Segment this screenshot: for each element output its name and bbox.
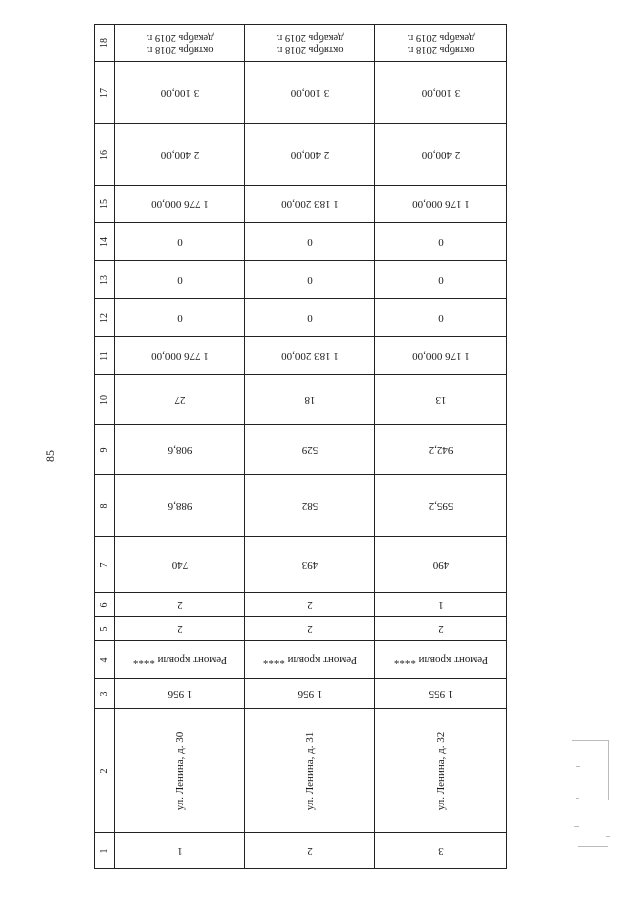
table-cell: 1 776 000,00: [115, 337, 245, 375]
table-row: [95, 25, 507, 62]
table-cell: 2: [375, 617, 507, 641]
table-row: [95, 299, 507, 337]
table-cell: 0: [375, 261, 507, 299]
table-cell: 0: [245, 299, 375, 337]
column-number-cell: 4: [95, 641, 115, 679]
table-row: [95, 124, 507, 186]
page-number: 85: [43, 450, 57, 462]
table-cell: 942,2: [375, 425, 507, 475]
table-cell: Ремонт кровли ****: [115, 641, 245, 679]
period-cell: октябрь 2018 г. декабрь 2019 г.: [375, 25, 507, 62]
column-number-cell: 18: [95, 25, 115, 62]
table-cell: 2 400,00: [245, 124, 375, 186]
table-cell: 2: [245, 617, 375, 641]
table-cell: 13: [375, 375, 507, 425]
table-row: [95, 425, 507, 475]
column-number-cell: 13: [95, 261, 115, 299]
table-cell: 2: [115, 593, 245, 617]
table-cell: 0: [245, 261, 375, 299]
table-cell: 2: [115, 617, 245, 641]
table-cell: 27: [115, 375, 245, 425]
column-number-cell: 10: [95, 375, 115, 425]
column-number-cell: 2: [95, 709, 115, 833]
table-cell: 1 956: [245, 679, 375, 709]
table-cell: 2 400,00: [375, 124, 507, 186]
table-cell: 490: [375, 537, 507, 593]
table-cell: 0: [115, 299, 245, 337]
table-cell: 0: [375, 299, 507, 337]
table-cell: 1 176 000,00: [375, 186, 507, 223]
column-number-cell: 16: [95, 124, 115, 186]
table-row: [95, 62, 507, 124]
table-row: [95, 709, 507, 833]
table-row: [95, 833, 507, 869]
table-cell: 0: [115, 223, 245, 261]
address-cell: ул. Ленина, д. 30: [115, 709, 245, 833]
table-cell: 1 183 200,00: [245, 186, 375, 223]
table-cell: Ремонт кровли ****: [245, 641, 375, 679]
table-row: [95, 593, 507, 617]
works-table: [94, 24, 507, 869]
table-cell: 1 183 200,00: [245, 337, 375, 375]
table-cell: 1: [115, 833, 245, 869]
table-row: [95, 375, 507, 425]
column-number-cell: 17: [95, 62, 115, 124]
column-number-cell: 3: [95, 679, 115, 709]
column-number-cell: 15: [95, 186, 115, 223]
column-number-cell: 5: [95, 617, 115, 641]
table-cell: 988,6: [115, 475, 245, 537]
table-row: [95, 186, 507, 223]
table-row: [95, 641, 507, 679]
table-cell: 3 100,00: [375, 62, 507, 124]
table-row: [95, 223, 507, 261]
table-cell: 582: [245, 475, 375, 537]
column-number-cell: 7: [95, 537, 115, 593]
address-cell: ул. Ленина, д. 32: [375, 709, 507, 833]
table-cell: 3: [375, 833, 507, 869]
table-cell: 908,6: [115, 425, 245, 475]
table-cell: 1: [375, 593, 507, 617]
table-row: [95, 475, 507, 537]
column-number-cell: 1: [95, 833, 115, 869]
table-cell: 2 400,00: [115, 124, 245, 186]
table-cell: 1 955: [375, 679, 507, 709]
table-row: [95, 617, 507, 641]
table-row: [95, 537, 507, 593]
table-cell: 0: [115, 261, 245, 299]
table-cell: 2: [245, 593, 375, 617]
column-number-cell: 11: [95, 337, 115, 375]
table-cell: 2: [245, 833, 375, 869]
column-number-cell: 6: [95, 593, 115, 617]
table-cell: 595,2: [375, 475, 507, 537]
table-cell: 1 956: [115, 679, 245, 709]
table-cell: 3 100,00: [115, 62, 245, 124]
column-number-cell: 9: [95, 425, 115, 475]
table-cell: 18: [245, 375, 375, 425]
table-cell: 529: [245, 425, 375, 475]
table-cell: 493: [245, 537, 375, 593]
table-row: [95, 337, 507, 375]
column-number-cell: 14: [95, 223, 115, 261]
column-number-cell: 12: [95, 299, 115, 337]
table-cell: 3 100,00: [245, 62, 375, 124]
table-cell: 0: [245, 223, 375, 261]
table-cell: 1 176 000,00: [375, 337, 507, 375]
period-cell: октябрь 2018 г. декабрь 2019 г.: [115, 25, 245, 62]
table-cell: 740: [115, 537, 245, 593]
column-number-cell: 8: [95, 475, 115, 537]
period-cell: октябрь 2018 г. декабрь 2019 г.: [245, 25, 375, 62]
table-cell: Ремонт кровли ****: [375, 641, 507, 679]
table-row: [95, 679, 507, 709]
table-cell: 1 776 000,00: [115, 186, 245, 223]
address-cell: ул. Ленина, д. 31: [245, 709, 375, 833]
table-cell: 0: [375, 223, 507, 261]
scan-artifact: [566, 736, 614, 852]
table-row: [95, 261, 507, 299]
